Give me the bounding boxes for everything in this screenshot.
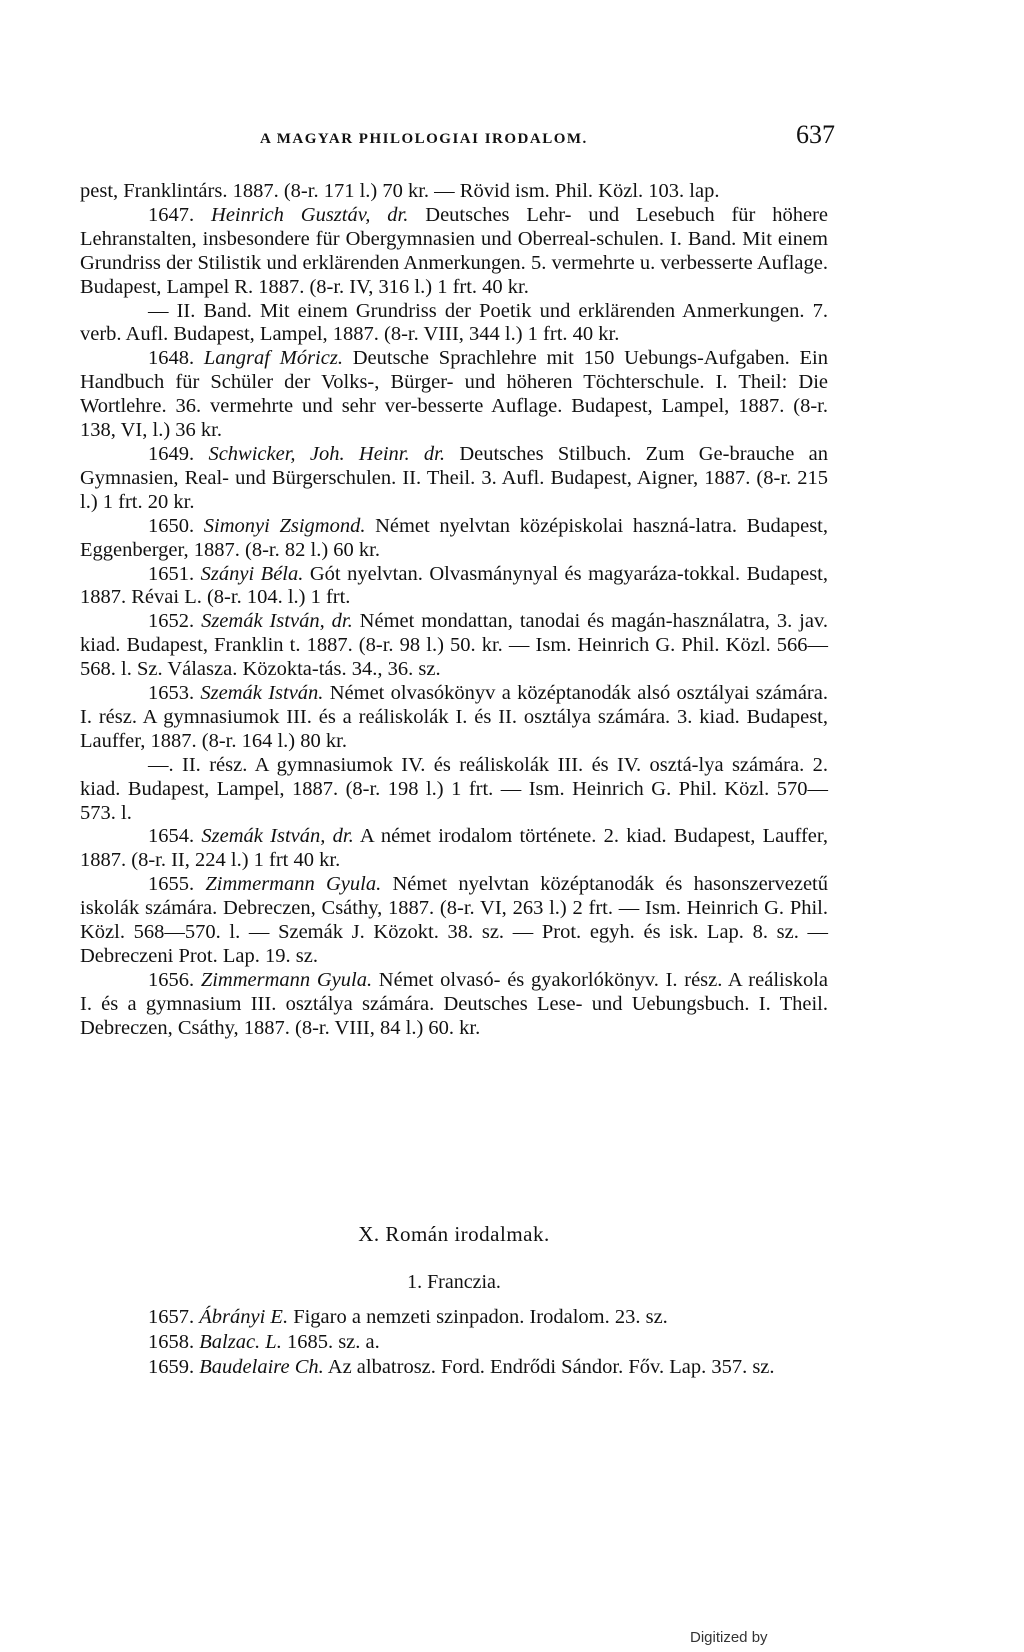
entry-text: Német nyelvtan középiskolai haszná-latra. Budapest, Eggenberger, 1887. (8-r. 82 l.) 60 kr. — [80, 514, 829, 561]
entry-text: Az albatrosz. Ford. Endrődi Sándor. Főv. Lap. 357. sz. — [323, 1356, 775, 1378]
entry-number: 1658. — [148, 1331, 195, 1353]
entry-author: Baudelaire Ch. — [199, 1356, 324, 1378]
entry-number: 1654. — [148, 825, 195, 848]
entry-author: Szemák István. — [200, 682, 324, 705]
entry-author: Szemák István, dr. — [201, 825, 354, 848]
digitized-watermark: Digitized by — [690, 1629, 768, 1646]
bibliography-entry — [80, 610, 828, 682]
bibliography-entry — [80, 563, 828, 611]
entry-text: Német olvasó- és gyakorlókönyv. I. rész. A reáliskola I. és a gymnasium III. osztálya számára. Deutsches Lese- und Uebungsbuch. I. Theil. Debreczen, Csáthy, 1887. (8-r. VIII, 84 l.) 60. kr. — [80, 968, 828, 1039]
entry-number: 1647. — [148, 203, 195, 226]
entry-text: Figaro a nemzeti szinpadon. Irodalom. 23. sz. — [288, 1306, 668, 1328]
entry-author: Langraf Móricz. — [203, 347, 343, 370]
header-title: A MAGYAR PHILOLOGIAI IRODALOM. — [260, 131, 588, 147]
entry-author: Schwicker, Joh. Heinr. dr. — [208, 442, 445, 465]
bibliography-list-french — [80, 1305, 828, 1380]
entry-text: — II. Band. Mit einem Grundriss der Poetik und erklärenden Anmerkungen. 7. verb. Aufl. Budapest, Lampel, 1887. (8-r. VIII, 344 l.) 1 frt. 40 kr. — [80, 299, 828, 346]
entry-number: 1655. — [148, 873, 195, 896]
entry-text: Deutsche Sprachlehre mit 150 Uebungs-Aufgaben. Ein Handbuch für Schüler der Volks-, Bürger- und höheren Töchterschule. I. Theil: Die Wortlehre. 36. vermehrte und sehr ver-besserte Auflage. Budapest, Lampel, 1887. (8-r. 138, VI, l.) 36 kr. — [80, 347, 829, 442]
running-header — [260, 120, 835, 160]
bibliography-entry — [80, 1305, 828, 1329]
entry-author: Szemák István, dr. — [201, 610, 353, 633]
entry-number: 1653. — [148, 682, 195, 705]
entry-author: Szányi Béla. — [200, 562, 304, 585]
bibliography-entry — [80, 515, 828, 563]
bibliography-entry — [80, 682, 828, 754]
section-heading: X. Román irodalmak. — [358, 1222, 550, 1246]
entry-number: 1657. — [148, 1306, 195, 1328]
page-number: 637 — [796, 120, 835, 149]
entry-text: Német mondattan, tanodai és magán-használatra, 3. jav. kiad. Budapest, Franklin t. 1887. (8-r. 98 l.) 50. kr. — Ism. Heinrich G. Phil. Közl. 566—568. l. Sz. Válasza. Közokta-tás. 34., 36. sz. — [80, 610, 829, 681]
entry-author: Zimmermann Gyula. — [200, 968, 373, 991]
entry-text: A német irodalom története. 2. kiad. Budapest, Lauffer, 1887. (8-r. II, 224 l.) 1 frt 40 kr. — [80, 825, 829, 872]
bibliography-entry — [80, 825, 828, 873]
bibliography-entry — [80, 443, 828, 515]
entry-text: Gót nyelvtan. Olvasmánynyal és magyaráza-tokkal. Budapest, 1887. Révai L. (8-r. 104. l.) 1 frt. — [80, 562, 829, 609]
entry-number: 1648. — [148, 347, 195, 370]
bibliography-entry — [80, 204, 828, 300]
bibliography-entry — [80, 1355, 828, 1379]
entry-text: Német nyelvtan középtanodák és hasonszervezetű iskolák számára. Debreczen, Csáthy, 1887. (8-r. VI, 263 l.) 2 frt. — Ism. Heinrich G. Phil. Közl. 568—570. l. — Szemák J. Közokt. 38. sz. — Prot. egyh. és isk. Lap. 8. sz. — Debreczeni Prot. Lap. 19. sz. — [80, 873, 828, 967]
entry-number: 1651. — [148, 562, 195, 585]
entry-author: Balzac. L. — [199, 1331, 282, 1353]
entry-author: Ábrányi E. — [199, 1306, 289, 1328]
entry-number: 1649. — [148, 442, 195, 465]
entry-text: Deutsches Stilbuch. Zum Ge-brauche an Gymnasien, Real- und Bürgerschulen. II. Theil. 3. Aufl. Budapest, Aigner, 1887. (8-r. 215 l.) 1 frt. 20 kr. — [80, 442, 828, 513]
bibliography-entry — [80, 1330, 828, 1354]
bibliography-entry — [80, 873, 828, 969]
entry-number: 1656. — [148, 968, 195, 991]
entry-text: 1685. sz. a. — [281, 1331, 380, 1353]
bibliography-entry — [80, 300, 828, 348]
entry-number: 1659. — [148, 1356, 195, 1378]
entry-continuation: pest, Franklintárs. 1887. (8-r. 171 l.) 70 kr. — Rövid ism. Phil. Közl. 103. lap. — [80, 180, 720, 202]
entry-text: Német olvasókönyv a középtanodák alsó osztályai számára. I. rész. A gymnasiumok III. és a reáliskolák I. és II. osztálya számára. 3. kiad. Budapest, Lauffer, 1887. (8-r. 164 l.) 80 kr. — [80, 682, 828, 752]
entry-text: —. II. rész. A gymnasiumok IV. és reáliskolák III. és IV. osztá-lya számára. 2. kiad. Budapest, Lampel, 1887. (8-r. 198 l.) 1 frt. — Ism. Heinrich G. Phil. Közl. 570—573. l. — [80, 753, 828, 824]
bibliography-entry — [80, 347, 828, 443]
entry-number: 1650. — [148, 514, 195, 537]
entry-author: Heinrich Gusztáv, dr. — [211, 203, 409, 226]
subsection-heading: 1. Franczia. — [407, 1271, 501, 1293]
bibliography-entry — [80, 969, 828, 1041]
entry-author: Simonyi Zsigmond. — [203, 514, 366, 537]
entry-text: Deutsches Lehr- und Lesebuch für höhere Lehranstalten, insbesondere für Obergymnasien und Oberreal-schulen. I. Band. Mit einem Grundriss der Stilistik und erklärenden Anmerkungen. 5. vermehrte u. verbesserte Auflage. Budapest, Lampel R. 1887. (8-r. IV, 316 l.) 1 frt. 40 kr. — [80, 203, 829, 298]
entry-author: Zimmermann Gyula. — [205, 873, 382, 896]
entry-number: 1652. — [148, 610, 195, 633]
bibliography-entry — [80, 754, 828, 826]
bibliography-list — [80, 180, 828, 1041]
